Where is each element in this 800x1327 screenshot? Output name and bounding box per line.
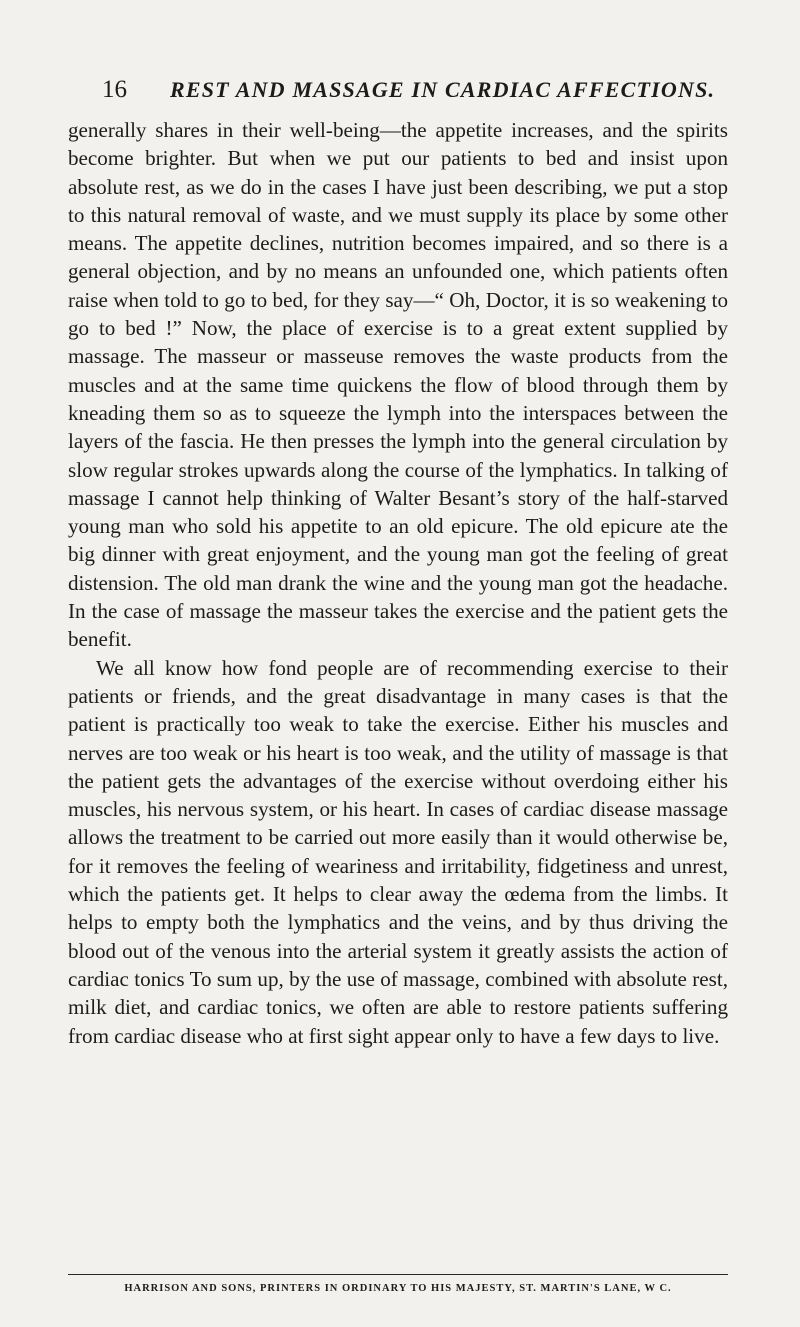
paragraph-2: We all know how fond people are of recommending exercise to their patients or friends, and the great disadvantage in many cases is that the patient is practically too weak to take the exercise. Either his muscles and nerves are too weak or his heart is too weak, and the utility of massage is that the patient gets the advantages of the exercise without overdoing either his muscles, his nervous system, or his heart. In cases of cardiac disease massage allows the treatment to be carried out more easily than it would otherwise be, for it removes the feeling of weariness and irritability, fidgetiness and unrest, which the patients get. It helps to clear away the œdema from the limbs. It helps to empty both the lymphatics and the veins, and by thus driving the blood out of the venous into the arterial system it greatly assists the action of cardiac tonics To sum up, by the use of massage, combined with absolute rest, milk diet, and cardiac tonics, we often are able to restore patients suffering from cardiac disease who at first sight appear only to have a few days to live. (68, 655, 728, 1048)
paragraph-1: generally shares in their well-being—the appetite increases, and the spirits become brighter. But when we put our patients to bed and insist upon absolute rest, as we do in the cases I have just been describing, we put a stop to this natural removal of waste, and we must supply its place by some other means. The appetite declines, nutrition becomes impaired, and so there is a general objection, and by no means an unfounded one, which patients often raise when told to go to bed, for they say—“ Oh, Doctor, it is so weakening to go to bed !” Now, the place of exercise is to a great extent supplied by massage. The masseur or masseuse removes the waste products from the muscles and at the same time quickens the flow of blood through them by kneading them so as to squeeze the lymph into the interspaces between the layers of the fascia. He then presses the lymph into the general circulation by slow regular strokes upwards along the course of the lymphatics. In talking of massage I cannot help thinking of Walter Besant’s story of the half-starved young man who sold his appetite to an old epicure. The old epicure ate the big dinner with great enjoyment, and the young man got the feeling of great distension. The old man drank the wine and the young man got the headache. In the case of massage the masseur takes the exercise and the patient gets the benefit. (68, 118, 728, 652)
running-head (68, 70, 728, 110)
running-title: REST AND MASSAGE IN CARDIAC AFFECTIONS. (170, 77, 716, 102)
page-number: 16 (102, 76, 127, 103)
body-text (68, 116, 728, 1050)
printer-imprint: HARRISON AND SONS, PRINTERS IN ORDINARY TO HIS MAJESTY, ST. MARTIN'S LANE, W C. (124, 1283, 672, 1294)
book-page (68, 70, 728, 1294)
footer-rule (68, 1274, 728, 1275)
